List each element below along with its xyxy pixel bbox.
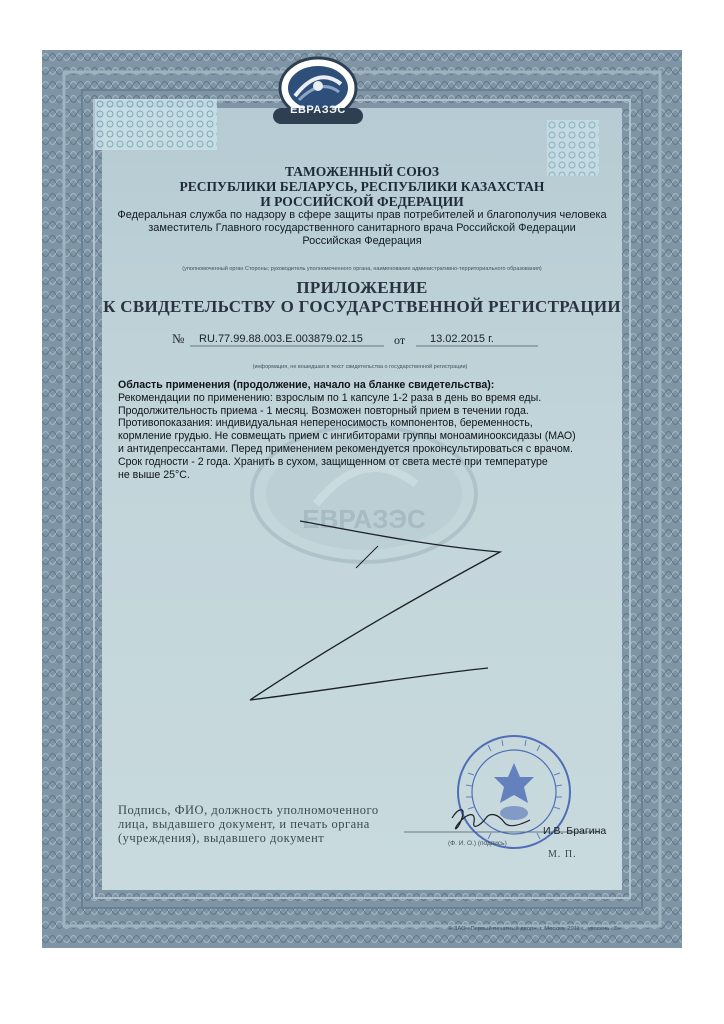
- signature-caption: [118, 803, 400, 845]
- scope-line-6: Срок годности - 2 года. Хранить в сухом, защищенном от света месте при температуре: [118, 455, 548, 468]
- registration-date: 13.02.2015 г.: [430, 333, 494, 345]
- scope-line-3: Противопоказания: индивидуальная непереносимость компонентов, беременность,: [118, 417, 533, 430]
- header-line-3: И РОССИЙСКОЙ ФЕДЕРАЦИИ: [260, 194, 464, 209]
- signature-caption-line-1: Подпись, ФИО, должность уполномоченного: [118, 803, 379, 817]
- emblem-label: ЕВРАЗЭС: [290, 104, 346, 116]
- scope-lead: Область применения (продолжение, начало на бланке свидетельства):: [118, 379, 495, 391]
- title-line-2: К СВИДЕТЕЛЬСТВУ О ГОСУДАРСТВЕННОЙ РЕГИСТРАЦИИ: [103, 297, 621, 316]
- signature-caption-line-2: лица, выдавшего документ, и печать органа: [118, 817, 370, 831]
- signer-name: И.В. Брагина: [543, 825, 607, 837]
- header-line-2: РЕСПУБЛИКИ БЕЛАРУСЬ, РЕСПУБЛИКИ КАЗАХСТАН: [179, 179, 545, 194]
- hologram-strip-icon: [95, 99, 217, 150]
- authority-caption: (уполномоченный орган Стороны; руководитель уполномоченного органа, наименование административно-территориального образования): [182, 266, 542, 272]
- scope-line-5: и антидепрессантами. Перед применением рекомендуется проконсультироваться с врачом.: [118, 442, 573, 455]
- header-line-1: ТАМОЖЕННЫЙ СОЮЗ: [284, 164, 440, 179]
- authority-line-1: Федеральная служба по надзору в сфере защиты прав потребителей и благополучия человека: [117, 209, 607, 221]
- scope-line-7: не выше 25°С.: [118, 468, 190, 481]
- authority-line-3: Российская Федерация: [302, 235, 422, 247]
- scope-line-1: Рекомендации по применению: взрослым по 1 капсуле 1-2 раза в день во время еды.: [118, 391, 542, 404]
- watermark-label: ЕВРАЗЭС: [302, 504, 426, 534]
- printer-note: © ЗАО «Первый печатный двор», г. Москва, 2011 г., уровень «Б»: [448, 926, 622, 932]
- registration-caption: (информация, не вошедшая в текст свидетельства о государственной регистрации): [252, 364, 468, 370]
- number-prefix: №: [172, 331, 185, 346]
- authority-line-2: заместитель Главного государственного санитарного врача Российской Федерации: [148, 222, 576, 234]
- signature-caption-line-3: (учреждения), выдавшего документ: [118, 831, 325, 845]
- fio-caption: (Ф. И. О.) (подпись): [448, 840, 507, 847]
- scope-line-4: кормление грудью. Не совмещать прием с ингибиторами группы моноаминооксидазы (МАО): [118, 430, 576, 443]
- title-line-1: ПРИЛОЖЕНИЕ: [296, 278, 428, 297]
- mp-label: М. П.: [548, 849, 577, 860]
- scope-line-2: Продолжительность приема - 1 месяц. Возможен повторный прием в течении года.: [118, 404, 529, 417]
- date-prefix: от: [394, 333, 406, 347]
- registration-number: RU.77.99.88.003.Е.003879.02.15: [199, 333, 363, 345]
- scope-body: [118, 379, 618, 481]
